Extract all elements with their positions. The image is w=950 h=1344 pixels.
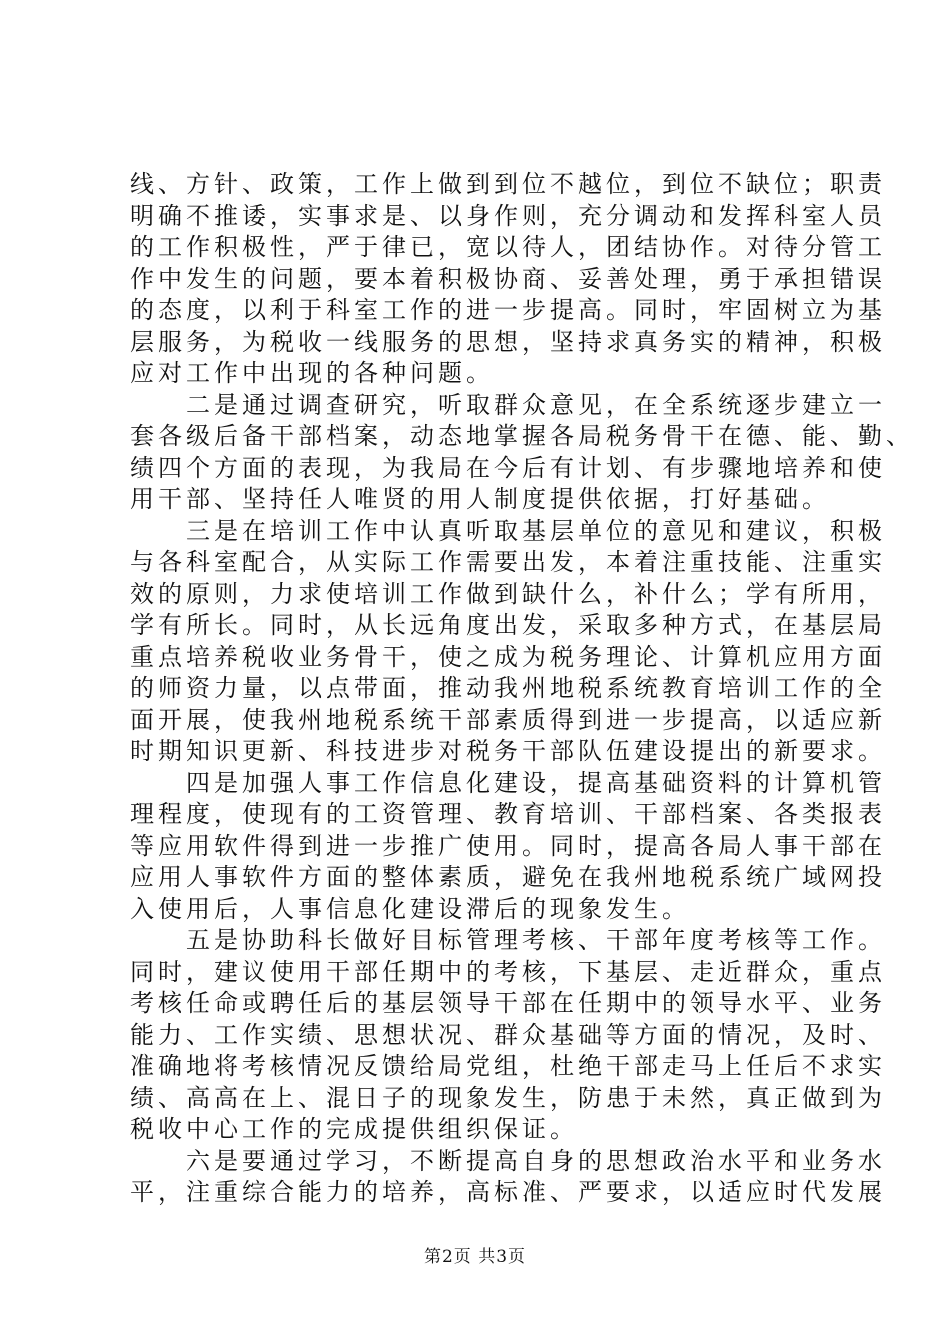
text-line: 入使用后，人事信息化建设滞后的现象发生。 bbox=[130, 894, 690, 923]
text-line: 套各级后备干部档案，动态地掌握各局税务骨干在德、能、勤、 bbox=[130, 422, 914, 450]
text-line: 用干部、坚持任人唯贤的用人制度提供依据，打好基础。 bbox=[130, 485, 830, 513]
text-line: 的工作积极性，严于律已，宽以待人，团结协作。对待分管工 bbox=[130, 233, 886, 261]
text-line: 应对工作中出现的各种问题。 bbox=[130, 359, 494, 387]
page-number-footer: 第2页 共3页 bbox=[423, 1247, 527, 1267]
text-line: 绩、高高在上、混日子的现象发生，防患于未然，真正做到为 bbox=[130, 1083, 886, 1112]
text-line: 线、方针、政策，工作上做到到位不越位，到位不缺位；职责 bbox=[130, 170, 886, 198]
document-body bbox=[130, 169, 914, 1209]
text-line: 作中发生的问题，要本着积极协商、妥善处理，勇于承担错误 bbox=[130, 264, 886, 293]
text-line: 能力、工作实绩、思想状况、群众基础等方面的情况，及时、 bbox=[130, 1020, 886, 1049]
text-line: 应用人事软件方面的整体素质，避免在我州地税系统广域网投 bbox=[130, 863, 886, 891]
text-line: 考核任命或聘任后的基层领导干部在任期中的领导水平、业务 bbox=[130, 989, 886, 1017]
text-line: 五是协助科长做好目标管理考核、干部年度考核等工作。 bbox=[186, 926, 886, 954]
text-line: 同时，建议使用干部任期中的考核，下基层、走近群众，重点 bbox=[130, 957, 886, 986]
text-line: 四是加强人事工作信息化建设，提高基础资料的计算机管 bbox=[186, 768, 886, 797]
text-line: 准确地将考核情况反馈给局党组，杜绝干部走马上任后不求实 bbox=[130, 1052, 886, 1080]
text-line: 二是通过调查研究，听取群众意见，在全系统逐步建立一 bbox=[186, 390, 886, 419]
text-line: 重点培养税收业务骨干，使之成为税务理论、计算机应用方面 bbox=[130, 642, 886, 671]
text-line: 学有所长。同时，从长远角度出发，采取多种方式，在基层局 bbox=[130, 611, 886, 639]
text-line: 的师资力量，以点带面，推动我州地税系统教育培训工作的全 bbox=[130, 674, 886, 702]
text-line: 效的原则，力求使培训工作做到缺什么，补什么；学有所用， bbox=[130, 579, 886, 608]
text-line: 层服务，为税收一线服务的思想，坚持求真务实的精神，积极 bbox=[130, 327, 886, 356]
text-line: 三是在培训工作中认真听取基层单位的意见和建议，积极 bbox=[186, 516, 886, 545]
text-line: 税收中心工作的完成提供组织保证。 bbox=[130, 1115, 578, 1143]
text-line: 明确不推诿，实事求是、以身作则，充分调动和发挥科室人员 bbox=[130, 201, 886, 230]
text-line: 等应用软件得到进一步推广使用。同时，提高各局人事干部在 bbox=[130, 831, 886, 860]
text-line: 六是要通过学习，不断提高自身的思想政治水平和业务水 bbox=[186, 1146, 886, 1175]
text-line: 面开展，使我州地税系统干部素质得到进一步提高，以适应新 bbox=[130, 705, 886, 734]
text-line: 绩四个方面的表现，为我局在今后有计划、有步骤地培养和使 bbox=[130, 453, 886, 482]
text-line: 的态度，以利于科室工作的进一步提高。同时，牢固树立为基 bbox=[130, 296, 886, 324]
text-line: 与各科室配合，从实际工作需要出发，本着注重技能、注重实 bbox=[130, 548, 886, 576]
text-line: 理程度，使现有的工资管理、教育培训、干部档案、各类报表 bbox=[130, 800, 886, 828]
text-line: 时期知识更新、科技进步对税务干部队伍建设提出的新要求。 bbox=[130, 737, 886, 765]
text-line: 平，注重综合能力的培养，高标准、严要求，以适应时代发展 bbox=[130, 1178, 886, 1206]
